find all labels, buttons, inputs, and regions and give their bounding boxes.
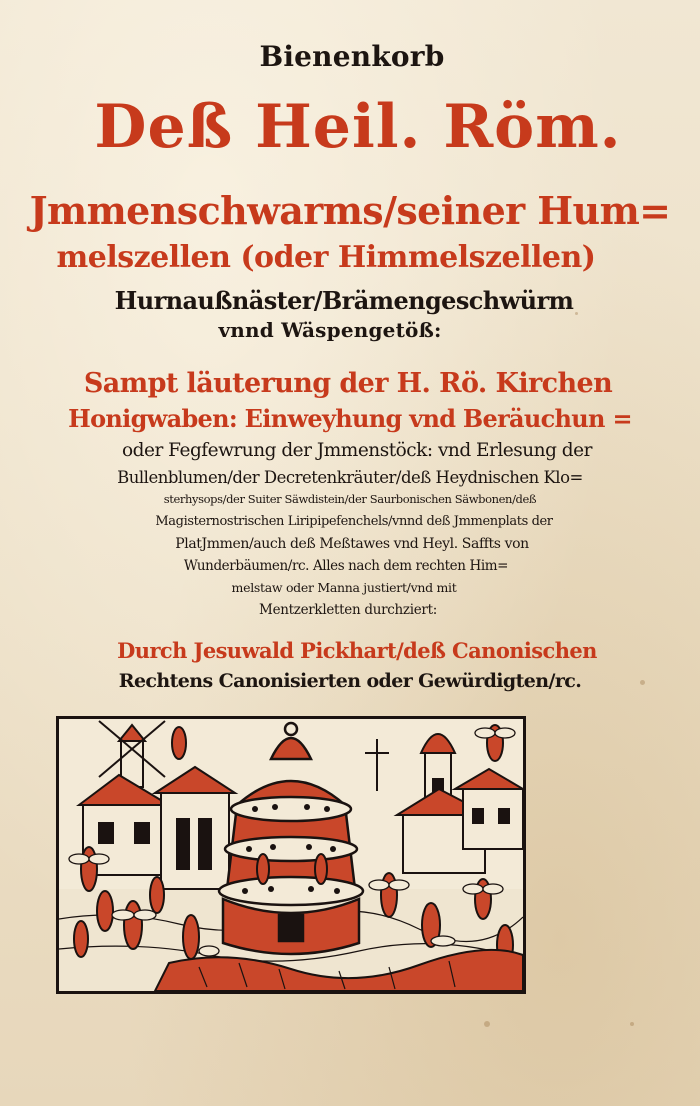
paper-stain <box>630 1022 634 1026</box>
title-line-1: Bienenkorb <box>259 40 445 73</box>
title-line-15: melstaw oder Manna justiert/vnd mit <box>231 580 457 595</box>
title-line-13: PlatJmmen/auch deß Meßtawes vnd Heyl. Saffts von <box>175 536 529 552</box>
author-line-1: Durch Jesuwald Pickhart/deß Canonischen <box>117 638 597 663</box>
title-line-4: melszellen (oder Himmelszellen) <box>56 240 596 275</box>
woodcut-icon <box>59 719 523 991</box>
author-line-2: Rechtens Canonisierten oder Gewürdigten/rc. <box>118 670 582 692</box>
title-line-12: Magisternostrischen Liripipefenchels/vnnd deß Jmmenplats der <box>155 514 553 529</box>
title-line-6: vnnd Wäspengetöß: <box>218 318 442 342</box>
title-line-9: oder Fegfewrung der Jmmenstöck: vnd Erlesung der <box>122 440 592 461</box>
title-line-8: Honigwaben: Einweyhung vnd Beräuchun = <box>68 404 632 433</box>
title-line-7: Sampt läuterung der H. Rö. Kirchen <box>83 368 613 399</box>
title-line-14: Wunderbäumen/rc. Alles nach dem rechten Him= <box>183 558 509 574</box>
title-line-16: Mentzerkletten durchziert: <box>259 602 437 618</box>
title-line-5: Hurnaußnäster/Brämengeschwürm <box>114 286 574 315</box>
title-line-2: Deß Heil. Röm. <box>94 92 622 162</box>
paper-stain <box>484 1021 490 1027</box>
title-line-11: sterhysops/der Suiter Säwdistein/der Saurbonischen Säwbonen/deß <box>163 492 537 506</box>
title-line-3: Jmmenschwarms/seiner Hum= <box>29 188 671 233</box>
title-line-10: Bullenblumen/der Decretenkräuter/deß Heydnischen Klo= <box>117 468 583 487</box>
woodcut-illustration <box>56 716 526 994</box>
